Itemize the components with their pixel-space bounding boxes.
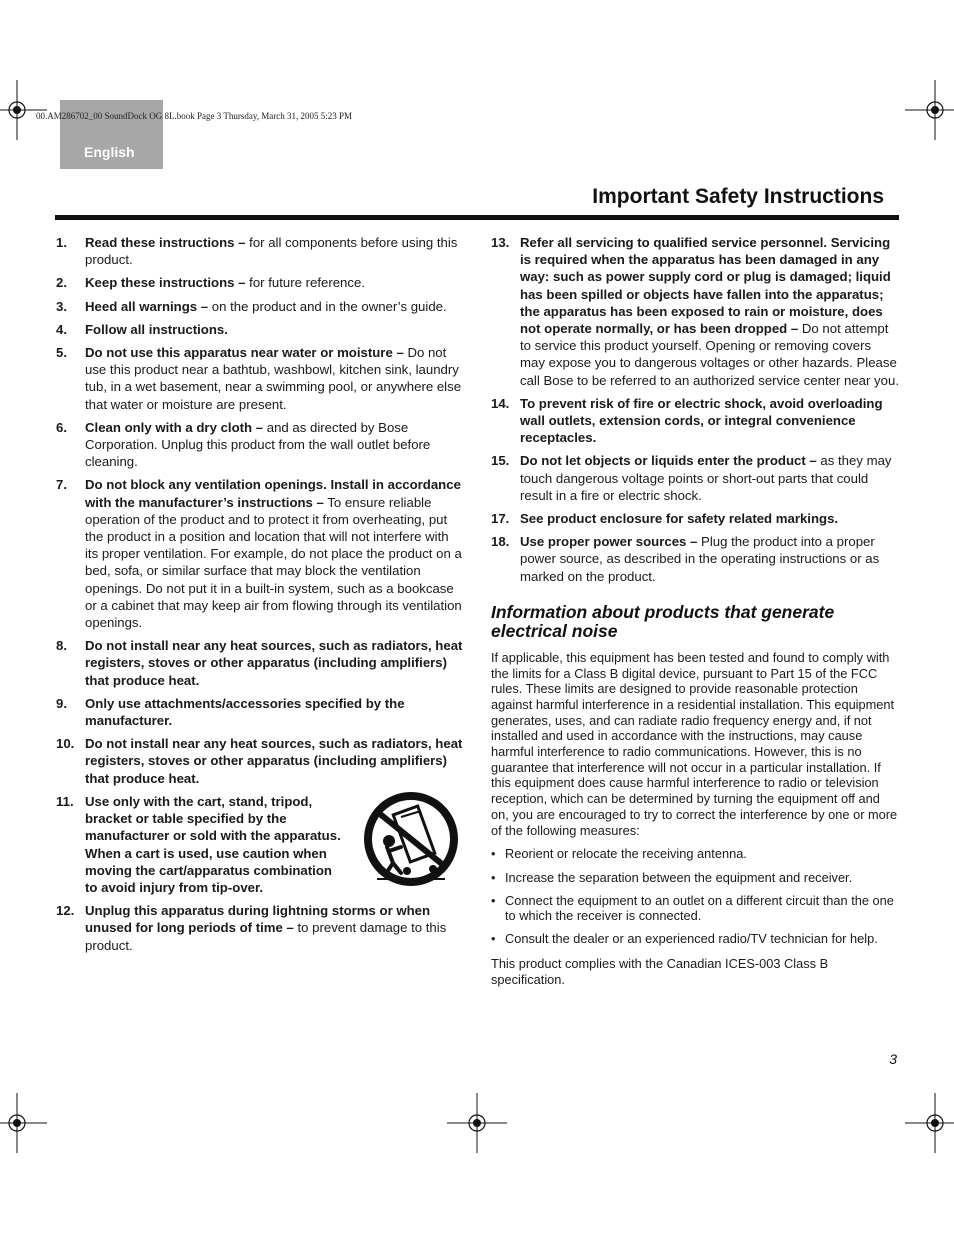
instruction-text — [520, 533, 899, 585]
instruction-item — [491, 533, 899, 585]
instruction-number: 14. — [491, 395, 510, 411]
instruction-bold-text: Follow all instructions. — [85, 321, 228, 337]
page-number: 3 — [889, 1051, 897, 1067]
instruction-number: 12. — [56, 903, 75, 919]
instruction-number: 1. — [56, 235, 67, 250]
bullet-dot: • — [491, 931, 496, 947]
registration-mark-top-right — [905, 80, 954, 140]
instruction-bold-text: Heed all warnings – — [85, 298, 209, 314]
instruction-item — [56, 476, 464, 631]
instruction-bold-text: Keep these instructions – — [85, 275, 246, 291]
instruction-bold-text: Do not install near any heat sources, such as radiators, heat registers, stoves or other apparatus (including amplifiers) that produce heat. — [85, 736, 463, 786]
instruction-number: 11. — [56, 793, 74, 809]
bullet-item — [491, 847, 899, 862]
instruction-body-text: and as directed by Bose Corporation. Unplug this product from the wall outlet before cleaning. — [85, 419, 431, 470]
instruction-text — [85, 234, 464, 268]
instruction-body-text: Do not use this product near a bathtub, washbowl, kitchen sink, laundry tub, in a wet basement, near a swimming pool, or anywhere else that water or moisture are present. — [85, 345, 462, 412]
bullet-dot: • — [491, 846, 496, 862]
bullet-dot: • — [491, 869, 496, 885]
instruction-bold-text: Only use attachments/accessories specified by the manufacturer. — [85, 695, 405, 729]
instruction-number: 7. — [56, 477, 67, 493]
instruction-text — [85, 274, 464, 291]
instruction-body-text: to prevent damage to this product. — [85, 920, 447, 953]
instructions-list-right — [491, 234, 899, 585]
instruction-item — [56, 344, 464, 413]
instruction-item — [56, 735, 464, 787]
instruction-text — [85, 735, 464, 787]
instruction-text — [85, 476, 464, 631]
instruction-bold-text: Do not install near any heat sources, such as radiators, heat registers, stoves or other apparatus (including amplifiers) that produce heat. — [85, 638, 463, 688]
instruction-item-12 — [56, 902, 464, 954]
instruction-text — [85, 637, 464, 689]
registration-mark-bottom-center — [447, 1093, 507, 1153]
instruction-body-text: Plug the product into a proper power source, as described in the operating instructions or as marked on the product. — [520, 534, 880, 584]
left-column — [56, 234, 464, 960]
instruction-bold-text: Do not let objects or liquids enter the product – — [520, 453, 817, 469]
instruction-number: 6. — [56, 419, 67, 435]
instruction-text — [85, 321, 464, 338]
instruction-number: 15. — [491, 453, 510, 469]
registration-mark-bottom-right — [905, 1093, 954, 1153]
bullet-text: Increase the separation between the equipment and receiver. — [505, 869, 853, 885]
instruction-item — [491, 395, 899, 447]
page-title: Important Safety Instructions — [592, 185, 884, 208]
instruction-number: 18. — [491, 534, 510, 550]
bullet-text: Consult the dealer or an experienced radio/TV technician for help. — [505, 931, 878, 947]
noise-section-heading: Information about products that generate electrical noise — [491, 601, 835, 642]
bullet-text: Connect the equipment to an outlet on a different circuit than the one to which the receiver is connected. — [505, 893, 894, 923]
registration-mark-top-left — [0, 80, 47, 140]
instruction-text — [85, 902, 464, 954]
instructions-list-left — [56, 234, 464, 787]
bullet-item — [491, 932, 899, 947]
instruction-body-text: as they may touch dangerous voltage points or short-out parts that could result in a fire or electric shock. — [520, 453, 892, 503]
instruction-body-text: To ensure reliable operation of the product and to protect it from overheating, put the product in a position and location that will not interfere with its proper ventilation. For example, do not place the product on a bed, sofa, or similar surface that may block the ventilation openings. Do not put it in a built-in system, such as a bookcase or a cabinet that may keep air from flowing through its ventilation openings. — [85, 494, 462, 631]
noise-section-intro: If applicable, this equipment has been tested and found to comply with the limits for a Class B digital device, pursuant to Part 15 of the FCC rules. These limits are designed to provide reasonable protection against harmful interference in a residential installation. This equipment generates, uses, and can radiate radio frequency energy and, if not installed and used in accordance with the instructions, may cause harmful interference to radio communications. However, this is no guarantee that interference will not occur in a particular installation. If this equipment does cause harmful interference to radio or television reception, which can be determined by turning the equipment off and on, you are encouraged to try to correct the interference by one or more of the following measures: — [491, 649, 898, 838]
bullet-item — [491, 871, 899, 886]
instruction-item — [56, 298, 464, 315]
instruction-number: 13. — [491, 235, 510, 250]
instruction-body-text: Do not attempt to service this product yourself. Opening or removing covers may expose you to dangerous voltages or other hazards. Please call Bose to be referred to an authorized service center near you. — [520, 321, 899, 388]
right-column — [491, 234, 899, 996]
instruction-text — [520, 510, 899, 527]
instruction-number: 17. — [491, 511, 510, 527]
instruction-bold-text: Unplug this apparatus during lightning storms or when unused for long periods of time – — [85, 903, 431, 936]
noise-section-closing: This product complies with the Canadian ICES-003 Class B specification. — [491, 955, 829, 987]
instruction-text — [85, 695, 464, 729]
instruction-item — [491, 234, 899, 389]
instruction-number: 9. — [56, 695, 67, 711]
instruction-bold-text: Use proper power sources – — [520, 534, 698, 550]
bullet-dot: • — [491, 893, 496, 909]
instruction-text — [520, 395, 899, 447]
bullet-item — [491, 894, 899, 923]
instruction-item — [56, 419, 464, 471]
bullet-text: Reorient or relocate the receiving antenna. — [505, 846, 747, 862]
instruction-item — [491, 510, 899, 527]
instruction-text — [520, 452, 899, 504]
instruction-number: 10. — [56, 736, 75, 752]
instruction-bold-text: To prevent risk of fire or electric shock, avoid overloading wall outlets, extension cords, or integral convenience receptacles. — [520, 395, 883, 446]
instruction-body-text: for future reference. — [245, 275, 365, 291]
instruction-number: 8. — [56, 638, 67, 654]
instruction-item — [56, 234, 464, 268]
instruction-item — [56, 274, 464, 291]
instruction-bold-text: Do not block any ventilation openings. Install in accordance with the manufacturer’s instructions – — [85, 477, 461, 510]
instruction-text — [85, 344, 464, 413]
instruction-number: 5. — [56, 345, 67, 361]
instruction-number: 4. — [56, 321, 67, 337]
title-rule — [55, 215, 899, 220]
instruction-body-text: on the product and in the owner’s guide. — [208, 298, 447, 314]
instruction-text — [520, 234, 899, 389]
instruction-bold-text: Use only with the cart, stand, tripod, bracket or table specified by the manufacturer or sold with the apparatus. When a cart is used, use caution when moving the cart/apparatus combination to avoid injury from tip-over. — [85, 793, 341, 895]
instruction-text — [85, 419, 464, 471]
instruction-bold-text: Refer all servicing to qualified service personnel. Servicing is required when the apparatus has been damaged in any way: such as power supply cord or plug is damaged; liquid has been spilled or objects have fallen into the apparatus; the apparatus has been exposed to rain or moisture, does not operate normally, or has been dropped – — [520, 235, 891, 337]
instruction-bold-text: Do not use this apparatus near water or moisture – — [85, 345, 404, 361]
cart-tip-over-warning-icon — [361, 789, 461, 889]
instruction-item — [491, 452, 899, 504]
registration-mark-bottom-left — [0, 1093, 47, 1153]
instruction-item — [56, 637, 464, 689]
instruction-bold-text: See product enclosure for safety related markings. — [520, 511, 839, 527]
instruction-item — [56, 695, 464, 729]
instruction-text — [85, 298, 464, 315]
file-info-header: 00.AM286702_00 SoundDock OG 8L.book Page 3 Thursday, March 31, 2005 5:23 PM — [36, 111, 352, 121]
noise-measures-list — [491, 847, 899, 947]
instruction-number: 3. — [56, 298, 67, 314]
instruction-item-11 — [56, 793, 464, 896]
instruction-body-text: for all components before using this product. — [85, 235, 458, 268]
instruction-bold-text: Read these instructions – — [85, 235, 246, 250]
language-tab-label: English — [84, 144, 135, 160]
instruction-number: 2. — [56, 275, 67, 291]
instruction-item — [56, 321, 464, 338]
instruction-bold-text: Clean only with a dry cloth – — [85, 419, 264, 435]
